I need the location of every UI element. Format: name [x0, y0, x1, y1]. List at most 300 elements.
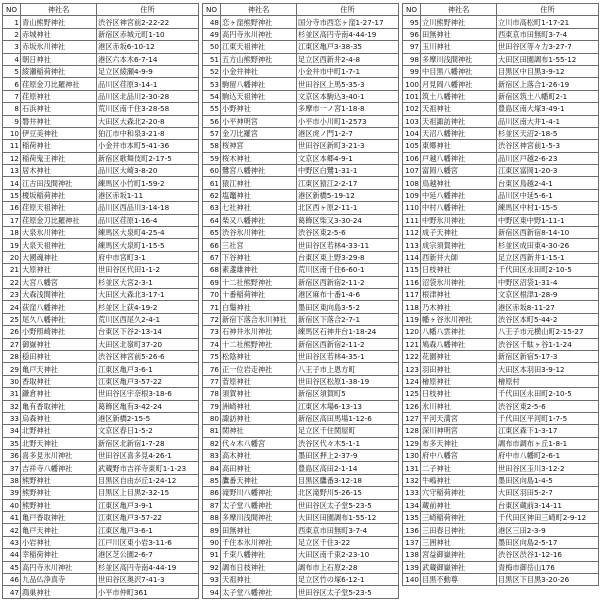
- shrine-address: 港区六本木6-7-14: [97, 53, 199, 65]
- row-number: 15: [3, 189, 21, 201]
- shrine-name: 烏森神社: [21, 412, 97, 424]
- row-number: 102: [403, 103, 421, 115]
- table-row: [3, 450, 199, 462]
- row-number: 120: [403, 326, 421, 338]
- row-number: 104: [403, 127, 421, 139]
- shrine-address: 足立区綾瀬4-9-9: [97, 65, 199, 77]
- table-row: [203, 16, 399, 28]
- row-number: 29: [3, 363, 21, 375]
- shrine-name: 中目黒八幡神社: [421, 65, 497, 77]
- shrine-address: 世田谷区若林4-33-11: [297, 239, 399, 251]
- table-row: [3, 549, 199, 561]
- shrine-name: 代々木八幡宮: [221, 437, 297, 449]
- shrine-address: 世田谷区上馬5-35-3: [297, 78, 399, 90]
- row-number: 26: [3, 326, 21, 338]
- table-row: [203, 462, 399, 474]
- shrine-name: 石浜神社: [21, 103, 97, 115]
- table-row: [403, 400, 599, 412]
- shrine-address: 新宿区歌舞伎町2-17-5: [97, 152, 199, 164]
- shrine-name: 北野神社: [21, 425, 97, 437]
- shrine-name: 三崎稲荷神社: [421, 512, 497, 524]
- row-number: 130: [403, 450, 421, 462]
- row-number: 76: [203, 363, 221, 375]
- shrine-address: 世田谷区松原1-38-19: [297, 375, 399, 387]
- shrine-name: 筑土八幡神社: [421, 90, 497, 102]
- shrine-name: 羽田神社: [421, 363, 497, 375]
- shrine-address: 港区赤坂1-11: [97, 189, 199, 201]
- shrine-address: 世田谷区喜多見4-26-1: [97, 450, 199, 462]
- shrine-name: 鷹番天神社: [221, 474, 297, 486]
- row-number: 44: [3, 549, 21, 561]
- shrine-name: 綾瀬稲荷神社: [21, 65, 97, 77]
- table-row: [203, 536, 399, 548]
- shrine-name: 菅原神社: [221, 375, 297, 387]
- table-row: [3, 512, 199, 524]
- table-row: [203, 388, 399, 400]
- shrine-address: 練馬区石神井台1-18-24: [297, 326, 399, 338]
- row-number: 3: [3, 41, 21, 53]
- shrine-address: 狛江市中和泉3-21-8: [97, 127, 199, 139]
- table-row: [3, 437, 199, 449]
- row-number: 31: [3, 388, 21, 400]
- shrine-name: 乃木神社: [421, 301, 497, 313]
- row-number: 8: [3, 103, 21, 115]
- shrine-address: 杉並区高円寺南4-44-19: [297, 28, 399, 40]
- table-row: [3, 152, 199, 164]
- row-number: 61: [203, 177, 221, 189]
- shrine-name: 宮益御嶽神社: [421, 549, 497, 561]
- table-row: [403, 264, 599, 276]
- shrine-name: 大國魂神社: [21, 251, 97, 263]
- row-number: 96: [403, 28, 421, 40]
- shrine-address: 新宿区西新宿2-11-2: [297, 338, 399, 350]
- table-row: [403, 524, 599, 536]
- table-row: [3, 499, 199, 511]
- shrine-address: 品川区南大井1-4-1: [497, 115, 599, 127]
- shrine-address: 江東区富岡1-20-3: [497, 165, 599, 177]
- shrine-name: 天祖諏訪神社: [421, 115, 497, 127]
- shrine-address: 世田谷区代田1-1-2: [97, 264, 199, 276]
- table-row: [3, 165, 199, 177]
- shrine-name: 稲荷神社: [21, 140, 97, 152]
- row-number: 60: [203, 165, 221, 177]
- shrine-address: 小平市小川町1-2573: [297, 115, 399, 127]
- shrine-name: 牛嶋神社: [421, 474, 497, 486]
- table-row: [3, 202, 199, 214]
- shrine-address: 府中市宮町3-1: [97, 251, 199, 263]
- row-number: 22: [3, 276, 21, 288]
- shrine-name: 高田神社: [221, 462, 297, 474]
- header-address: 住所: [97, 4, 199, 16]
- shrine-address: 渋谷区神宮前2-22-22: [97, 16, 199, 28]
- row-number: 81: [203, 425, 221, 437]
- shrine-name: 高木神社: [221, 450, 297, 462]
- row-number: 51: [203, 53, 221, 65]
- shrine-name: 天沼八幡神社: [421, 127, 497, 139]
- shrine-address: 新宿区高田馬場1-12-6: [297, 412, 399, 424]
- table-row: [403, 65, 599, 77]
- shrine-address: 港区赤坂8-11-27: [497, 301, 599, 313]
- table-row: [203, 425, 399, 437]
- shrine-address: 足立区千住関屋町: [297, 425, 399, 437]
- shrine-name: 洲崎神社: [221, 400, 297, 412]
- shrine-name: 小金井神社: [221, 65, 297, 77]
- row-number: 39: [3, 487, 21, 499]
- shrine-name: 下谷神社: [221, 251, 297, 263]
- table-row: [3, 412, 199, 424]
- header-address: 住所: [497, 4, 599, 16]
- table-row: [203, 549, 399, 561]
- row-number: 100: [403, 78, 421, 90]
- row-number: 127: [403, 412, 421, 424]
- shrine-name: 恋ヶ窪熊野神社: [221, 16, 297, 28]
- shrine-address: 新宿区上落合1-26-19: [497, 78, 599, 90]
- shrine-name: 伊豆美神社: [21, 127, 97, 139]
- table-row: [3, 338, 199, 350]
- row-number: 66: [203, 239, 221, 251]
- shrine-name: 亀戸天神社: [21, 524, 97, 536]
- shrine-name: 三社宮: [221, 239, 297, 251]
- table-row: [203, 524, 399, 536]
- row-number: 56: [203, 115, 221, 127]
- row-number: 125: [403, 388, 421, 400]
- table-row: [403, 536, 599, 548]
- shrine-name: 駒込天祖神社: [221, 90, 297, 102]
- row-number: 2: [3, 28, 21, 40]
- shrine-name: 香取神社: [21, 375, 97, 387]
- table-row: [403, 326, 599, 338]
- header-no: NO: [3, 4, 21, 16]
- shrine-address: 品川区荏原1-16-4: [97, 214, 199, 226]
- shrine-address: 渋谷区本町5-44-2: [497, 313, 599, 325]
- shrine-name: 十二社熊野神社: [221, 338, 297, 350]
- shrine-address: 西東京市田無町3-7-4: [497, 28, 599, 40]
- table-row: [3, 65, 199, 77]
- shrine-address: 練馬区小竹町1-59-2: [97, 177, 199, 189]
- shrine-name: 新宿下落合氷川神社: [221, 313, 297, 325]
- row-number: 45: [3, 561, 21, 573]
- table-row: [203, 573, 399, 585]
- table-row: [3, 53, 199, 65]
- row-number: 34: [3, 425, 21, 437]
- table-row: [403, 189, 599, 201]
- shrine-table-middle: [202, 3, 399, 599]
- row-number: 107: [403, 165, 421, 177]
- shrine-name: 花園神社: [421, 350, 497, 362]
- table-row: [403, 437, 599, 449]
- row-number: 78: [203, 388, 221, 400]
- shrine-address: 新宿区西新宿2-11-2: [297, 276, 399, 288]
- table-row: [3, 177, 199, 189]
- shrine-address: 目黒区中目黒3-9-12: [497, 65, 599, 77]
- table-row: [403, 474, 599, 486]
- table-row: [3, 301, 199, 313]
- shrine-name: 亀戸天神社: [21, 363, 97, 375]
- shrine-name: 三田春日神社: [421, 524, 497, 536]
- row-number: 119: [403, 313, 421, 325]
- shrine-name: 須賀神社: [221, 388, 297, 400]
- row-number: 41: [3, 512, 21, 524]
- shrine-name: 東郷神社: [421, 140, 497, 152]
- shrine-address: 江東区森下1-3-17: [497, 425, 599, 437]
- row-number: 71: [203, 301, 221, 313]
- shrine-name: 八幡八雲神社: [421, 326, 497, 338]
- row-number: 64: [203, 214, 221, 226]
- shrine-address: 港区虎ノ門1-2-7: [297, 127, 399, 139]
- row-number: 128: [403, 425, 421, 437]
- table-row: [403, 450, 599, 462]
- shrine-address: 墨田区東向島3-5-2: [297, 301, 399, 313]
- row-number: 124: [403, 375, 421, 387]
- shrine-name: 月見岡八幡神社: [421, 78, 497, 90]
- shrine-address: 杉並区高円寺南4-44-19: [97, 561, 199, 573]
- shrine-address: 台東区東上野3-29-8: [297, 251, 399, 263]
- shrine-address: 江東区猿江2-2-17: [297, 177, 399, 189]
- row-number: 49: [203, 28, 221, 40]
- shrine-address: 新宿区新宿5-17-3: [497, 350, 599, 362]
- table-row: [403, 313, 599, 325]
- row-number: 4: [3, 53, 21, 65]
- shrine-name: 稲荷鬼王神社: [21, 152, 97, 164]
- row-number: 57: [203, 127, 221, 139]
- shrine-name: 中村八幡神社: [421, 202, 497, 214]
- row-number: 94: [203, 586, 221, 598]
- row-number: 69: [203, 276, 221, 288]
- table-row: [203, 127, 399, 139]
- shrine-address: 豊島区南大塚3-49-1: [497, 103, 599, 115]
- table-row: [403, 127, 599, 139]
- row-number: 42: [3, 524, 21, 536]
- table-row: [203, 78, 399, 90]
- shrine-address: 西東京市田無町3-7-4: [297, 524, 399, 536]
- row-number: 36: [3, 450, 21, 462]
- table-row: [203, 264, 399, 276]
- row-number: 12: [3, 152, 21, 164]
- shrine-name: 御嶽神社: [21, 338, 97, 350]
- shrine-name: 蔵前神社: [421, 499, 497, 511]
- row-number: 136: [403, 524, 421, 536]
- shrine-name: 千住本氷川神社: [221, 536, 297, 548]
- table-row: [203, 53, 399, 65]
- shrine-address: 世田谷区玉川3-12-2: [497, 462, 599, 474]
- shrine-address: 世田谷区太子堂5-23-5: [297, 586, 399, 598]
- shrine-address: 新宿区北新宿1-7-28: [97, 437, 199, 449]
- shrine-name: 荏原天祖神社: [21, 202, 97, 214]
- shrine-address: 豊島区高田2-1-14: [297, 462, 399, 474]
- table-row: [3, 474, 199, 486]
- shrine-address: 江東区亀戸3-57-22: [97, 512, 199, 524]
- row-number: 11: [3, 140, 21, 152]
- shrine-table-left: [2, 3, 199, 599]
- table-row: [203, 227, 399, 239]
- shrine-address: 荒川区南千住3-28-58: [97, 103, 199, 115]
- table-row: [403, 512, 599, 524]
- row-number: 75: [203, 350, 221, 362]
- shrine-address: 武蔵野市吉祥寺東町1-1-23: [97, 462, 199, 474]
- shrine-address: 千代田区永田町2-10-5: [497, 264, 599, 276]
- table-row: [3, 251, 199, 263]
- shrine-name: 十二社熊野神社: [221, 276, 297, 288]
- row-number: 43: [3, 536, 21, 548]
- row-number: 138: [403, 549, 421, 561]
- row-number: 62: [203, 189, 221, 201]
- row-number: 23: [3, 288, 21, 300]
- row-number: 109: [403, 189, 421, 201]
- row-number: 118: [403, 301, 421, 313]
- shrine-address: 新宿区赤城元町1-10: [97, 28, 199, 40]
- table-row: [403, 28, 599, 40]
- shrine-name: 喜多見氷川神社: [21, 450, 97, 462]
- shrine-address: 千代田区平河町1-7-5: [497, 412, 599, 424]
- shrine-name: 鷺宮八幡神社: [221, 165, 297, 177]
- row-number: 122: [403, 350, 421, 362]
- row-number: 85: [203, 474, 221, 486]
- shrine-name: 亀有香取神社: [21, 400, 97, 412]
- shrine-address: 杉並区成田東4-30-26: [497, 239, 599, 251]
- row-number: 135: [403, 512, 421, 524]
- shrine-address: 大田区羽田5-2-7: [497, 487, 599, 499]
- row-number: 115: [403, 264, 421, 276]
- row-number: 54: [203, 90, 221, 102]
- shrine-address: 品川区大崎3-8-20: [97, 165, 199, 177]
- row-number: 32: [3, 400, 21, 412]
- shrine-name: 二子神社: [421, 462, 497, 474]
- table-row: [403, 103, 599, 115]
- table-row: [3, 41, 199, 53]
- row-number: 18: [3, 227, 21, 239]
- table-row: [3, 363, 199, 375]
- shrine-name: 磐井神社: [21, 115, 97, 127]
- row-number: 9: [3, 115, 21, 127]
- table-row: [403, 462, 599, 474]
- shrine-address: 品川区西品川3-14-18: [97, 202, 199, 214]
- shrine-name: 成宗須賀神社: [421, 239, 497, 251]
- shrine-address: 渋谷区神宮前1-5-3: [497, 140, 599, 152]
- shrine-address: 足立区竹の塚6-12-1: [297, 573, 399, 585]
- shrine-address: 目黒区上目黒2-32-15: [97, 487, 199, 499]
- table-header-row: [3, 4, 199, 16]
- row-number: 40: [3, 499, 21, 511]
- shrine-name: 戸越八幡神社: [421, 152, 497, 164]
- shrine-name: 中延八幡神社: [421, 189, 497, 201]
- shrine-address: 立川市高松町1-17-21: [497, 16, 599, 28]
- shrine-address: 江東区亀戸3-57-22: [97, 375, 199, 387]
- shrine-name: 赤坂氷川神社: [21, 41, 97, 53]
- shrine-address: 目黒区下目黒3-20-26: [497, 573, 599, 585]
- shrine-name: 荏原金刀比羅神社: [21, 78, 97, 90]
- row-number: 95: [403, 16, 421, 28]
- table-row: [203, 375, 399, 387]
- row-number: 137: [403, 536, 421, 548]
- shrine-address: 小平市仲町361: [97, 586, 199, 598]
- shrine-name: 五方山熊野神社: [221, 53, 297, 65]
- row-number: 5: [3, 65, 21, 77]
- table-row: [3, 239, 199, 251]
- shrine-address: 文京区根津1-28-9: [497, 288, 599, 300]
- shrine-address: 中野区東中野1-11-1: [497, 214, 599, 226]
- shrine-name: 小平神明宮: [221, 115, 297, 127]
- shrine-name: 大原神社: [21, 264, 97, 276]
- shrine-address: 足立区千住3-22: [297, 536, 399, 548]
- shrine-address: 港区赤坂6-10-12: [97, 41, 199, 53]
- shrine-address: 荒川区南千住6-60-1: [297, 264, 399, 276]
- shrine-address: 世田谷区宇奈根3-18-6: [97, 388, 199, 400]
- table-row: [403, 214, 599, 226]
- row-number: 92: [203, 561, 221, 573]
- row-number: 133: [403, 487, 421, 499]
- table-row: [3, 586, 199, 598]
- shrine-address: 大田区南千束2-23-10: [297, 549, 399, 561]
- shrine-name: 鴻巣神社: [21, 586, 97, 598]
- row-number: 87: [203, 499, 221, 511]
- shrine-name: 中野氷川神社: [421, 214, 497, 226]
- row-number: 112: [403, 227, 421, 239]
- shrine-name: 榎坂稲荷神社: [21, 189, 97, 201]
- row-number: 67: [203, 251, 221, 263]
- shrine-address: 台東区蔵前3-14-11: [497, 499, 599, 511]
- row-number: 50: [203, 41, 221, 53]
- shrine-name: 北野天神社: [21, 437, 97, 449]
- shrine-name: 太子堂八幡神社: [221, 499, 297, 511]
- shrine-name: 荏原神社: [21, 90, 97, 102]
- shrine-address: 小金井市中町1-7-1: [297, 65, 399, 77]
- shrine-address: 大田区田園調布1-55-12: [497, 53, 599, 65]
- table-row: [3, 16, 199, 28]
- row-number: 20: [3, 251, 21, 263]
- shrine-name: 三囲神社: [421, 536, 497, 548]
- shrine-address: 品川区中延5-6-1: [497, 189, 599, 201]
- shrine-name: 白鬚神社: [221, 301, 297, 313]
- table-row: [203, 103, 399, 115]
- row-number: 97: [403, 41, 421, 53]
- row-number: 134: [403, 499, 421, 511]
- row-number: 16: [3, 202, 21, 214]
- shrine-name: 成子天神社: [421, 227, 497, 239]
- shrine-address: 目黒区自由が丘1-24-12: [97, 474, 199, 486]
- shrine-name: 小岩神社: [21, 536, 97, 548]
- row-number: 82: [203, 437, 221, 449]
- shrine-name: 高円寺氷川神社: [21, 561, 97, 573]
- row-number: 10: [3, 127, 21, 139]
- shrine-address: 多摩市一ノ宮1-18-8: [297, 103, 399, 115]
- table-row: [403, 227, 599, 239]
- table-row: [403, 90, 599, 102]
- row-number: 91: [203, 549, 221, 561]
- table-row: [203, 412, 399, 424]
- table-row: [3, 103, 199, 115]
- shrine-address: 中野区沼袋1-31-4: [497, 276, 599, 288]
- shrine-address: 北区滝野川5-26-15: [297, 487, 399, 499]
- row-number: 126: [403, 400, 421, 412]
- table-row: [403, 375, 599, 387]
- shrine-address: 大田区大森北2-20-8: [97, 115, 199, 127]
- shrine-name: 大泉氷川神社: [21, 227, 97, 239]
- shrine-name: 西新井大師: [421, 251, 497, 263]
- shrine-address: 新宿区須賀町5: [297, 388, 399, 400]
- shrine-name: 幸稲荷神社: [21, 549, 97, 561]
- shrine-name: 松陰神社: [221, 350, 297, 362]
- table-row: [3, 388, 199, 400]
- table-row: [203, 189, 399, 201]
- row-number: 123: [403, 363, 421, 375]
- shrine-name: 立川熊野神社: [421, 16, 497, 28]
- shrine-address: 世田谷区等々力3-27-7: [497, 41, 599, 53]
- table-row: [203, 115, 399, 127]
- shrine-address: 江東区木場6-13-13: [297, 400, 399, 412]
- row-number: 132: [403, 474, 421, 486]
- table-row: [203, 512, 399, 524]
- table-row: [403, 41, 599, 53]
